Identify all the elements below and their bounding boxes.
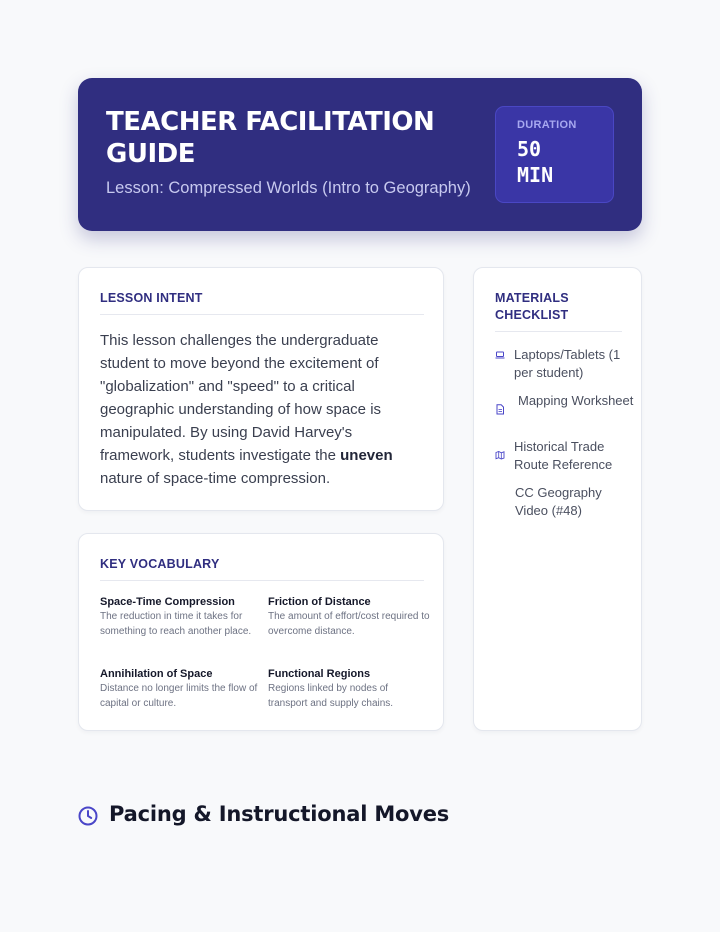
checklist-item-label: Historical Trade Route Reference bbox=[514, 439, 613, 472]
checklist-item[interactable] bbox=[495, 484, 630, 520]
duration-badge bbox=[495, 106, 614, 203]
lesson-intent-title: LESSON INTENT bbox=[100, 291, 203, 305]
intent-text-end: nature of space-time compression. bbox=[100, 470, 331, 487]
vocab-term-definition: Distance no longer limits the flow of capital or culture. bbox=[100, 683, 258, 709]
vocab-term-name: Space-Time Compression bbox=[100, 596, 235, 608]
lesson-subtitle: Lesson: Compressed Worlds (Intro to Geography) bbox=[106, 179, 471, 197]
key-vocabulary-card bbox=[78, 533, 444, 731]
vocab-term-name: Friction of Distance bbox=[268, 596, 371, 608]
checklist-item[interactable] bbox=[495, 438, 630, 474]
vocab-term bbox=[100, 595, 262, 639]
map-icon bbox=[495, 450, 505, 460]
materials-checklist-card bbox=[473, 267, 642, 731]
divider bbox=[100, 314, 424, 315]
page-title: TEACHER FACILITATION GUIDE bbox=[106, 107, 435, 169]
checklist-item-label: CC Geography Video (#48) bbox=[515, 485, 602, 518]
video-icon bbox=[495, 488, 505, 498]
lesson-intent-text bbox=[100, 329, 415, 490]
vocab-term-definition: The amount of effort/cost required to overcome distance. bbox=[268, 611, 430, 637]
vocab-term bbox=[268, 595, 430, 639]
duration-value: 50 MIN bbox=[517, 137, 554, 187]
laptop-icon bbox=[495, 350, 505, 360]
vocab-term-definition: The reduction in time it takes for something to reach another place. bbox=[100, 611, 252, 637]
key-vocabulary-title: KEY VOCABULARY bbox=[100, 557, 220, 571]
divider bbox=[100, 580, 424, 581]
materials-checklist-title: MATERIALS CHECKLIST bbox=[495, 291, 569, 322]
lesson-intent-card bbox=[78, 267, 444, 511]
intent-text-emphasis: uneven bbox=[340, 447, 393, 464]
checklist-item-label: Mapping Worksheet bbox=[518, 393, 634, 408]
vocab-term-definition: Regions linked by nodes of transport and supply chains. bbox=[268, 683, 394, 709]
checklist-item[interactable] bbox=[495, 346, 630, 382]
pacing-title: Pacing & Instructional Moves bbox=[109, 802, 450, 826]
duration-label: DURATION bbox=[517, 119, 577, 131]
vocab-term-name: Annihilation of Space bbox=[100, 668, 213, 680]
clock-icon bbox=[78, 806, 98, 826]
checklist-item-label: Laptops/Tablets (1 per student) bbox=[514, 347, 621, 380]
vocab-term-name: Functional Regions bbox=[268, 668, 371, 680]
intent-text-start: This lesson challenges the undergraduate student to move beyond the excitement of "globalization" and "speed" to a critical geographic understanding of how space is manipulated. By using David Harvey's framework, students investigate the bbox=[100, 332, 382, 464]
divider bbox=[495, 331, 622, 332]
hero-banner bbox=[78, 78, 642, 231]
checklist-item[interactable] bbox=[495, 392, 634, 428]
vocab-term bbox=[268, 667, 430, 711]
vocab-term bbox=[100, 667, 262, 711]
document-icon bbox=[495, 404, 505, 414]
